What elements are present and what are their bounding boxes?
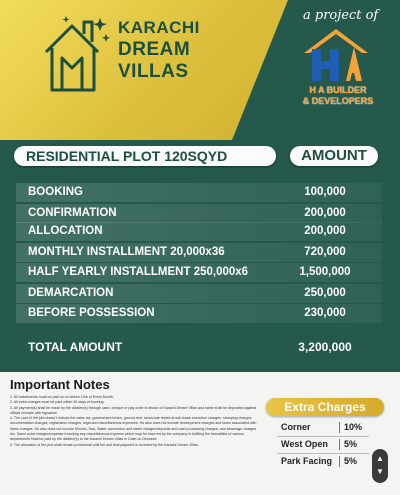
row-amount: 250,000	[304, 287, 346, 299]
divider	[339, 439, 340, 450]
total-amount: 3,200,000	[298, 340, 352, 354]
table-row	[16, 243, 382, 262]
extra-charge-label: Park Facing	[281, 456, 333, 466]
divider	[339, 456, 340, 467]
table-row	[16, 183, 382, 202]
row-label: DEMARCATION	[28, 287, 114, 299]
scroll-up-icon[interactable]: ▲	[376, 454, 384, 463]
note-item: 2. All extra charges must be paid within 30 days of booking.	[10, 400, 105, 405]
brand-title	[118, 17, 200, 83]
row-label: BOOKING	[28, 186, 83, 198]
developer-name-line-1: H A BUILDER	[309, 85, 367, 95]
table-row	[16, 222, 382, 241]
note-item: 4. The cost of the plot doesn't include the sales tax, government levies, ground rent, taxes/rate levied at sub-lease execution charges, stamping charges, documentation charges, registration charges, legal and miscellaneous expenses. It's also does not include development charges and taxes associated with these charges. It's also does not include Electric, Gas, Water connection and meter charges/deposits and road processing charges, and sewerage charges etc. Same extra charges/expense including any miscellaneous expense which may be incurred by the company in fulfilling the formalities of various departments shall be paid by the allottee(s) to the Karachi Dream Villas in Cash on Demand.	[10, 416, 257, 442]
note-item: 3. All payment(s) shall be made by the allottee(s) through cash, cheque or pay order in favour of Karachi Dream Villas and same shall be deposited against official receipts with signature.	[10, 405, 257, 415]
house-logo-icon	[40, 14, 110, 94]
project-tagline: a project of	[303, 8, 379, 23]
brand-line-1: KARACHI	[118, 18, 200, 37]
row-amount: 720,000	[304, 246, 346, 258]
row-amount: 100,000	[304, 186, 346, 198]
row-label: ALLOCATION	[28, 225, 103, 237]
row-label: BEFORE POSSESSION	[28, 307, 155, 319]
row-amount: 200,000	[304, 207, 346, 219]
developer-name	[286, 85, 390, 107]
table-row	[16, 304, 382, 323]
row-amount: 230,000	[304, 307, 346, 319]
scroll-down-icon[interactable]: ▼	[376, 467, 384, 476]
brand-line-3: VILLAS	[118, 61, 189, 82]
row-amount: 1,500,000	[299, 266, 351, 278]
row-label: HALF YEARLY INSTALLMENT 250,000x6	[28, 266, 249, 278]
extra-charges-title: Extra Charges	[266, 398, 384, 416]
notes-title: Important Notes	[10, 377, 110, 392]
row-label: CONFIRMATION	[28, 207, 117, 219]
table-row	[16, 263, 382, 282]
divider	[339, 422, 340, 433]
total-row	[16, 338, 382, 357]
extra-charge-row	[277, 420, 369, 435]
extra-charge-row	[277, 437, 369, 452]
row-label: MONTHLY INSTALLMENT 20,000x36	[28, 246, 225, 258]
extra-charge-label: Corner	[281, 422, 311, 432]
extra-charge-row	[277, 454, 369, 469]
notes-list	[10, 395, 260, 448]
ha-logo-icon	[302, 27, 370, 83]
developer-name-line-2: & DEVELOPERS	[302, 96, 374, 106]
extra-charge-value: 10%	[344, 422, 363, 432]
extra-charge-value: 5%	[344, 456, 358, 466]
extra-charge-label: West Open	[281, 439, 328, 449]
amount-header: AMOUNT	[290, 146, 378, 166]
table-row	[16, 284, 382, 303]
scroll-control[interactable]	[372, 449, 388, 483]
total-label: TOTAL AMOUNT	[28, 340, 123, 354]
brand-line-2: DREAM	[118, 39, 191, 60]
plot-type-header: RESIDENTIAL PLOT 120SQYD	[14, 146, 276, 166]
note-item: 5. The allocation of the plot shall remain provisional until full and final payment is received by the Karachi Dream Villas.	[10, 442, 199, 447]
table-row	[16, 204, 382, 223]
extra-charge-value: 5%	[344, 439, 358, 449]
row-amount: 200,000	[304, 225, 346, 237]
note-item: 1. All installments must be paid on or before 10th of Every Month.	[10, 395, 114, 399]
